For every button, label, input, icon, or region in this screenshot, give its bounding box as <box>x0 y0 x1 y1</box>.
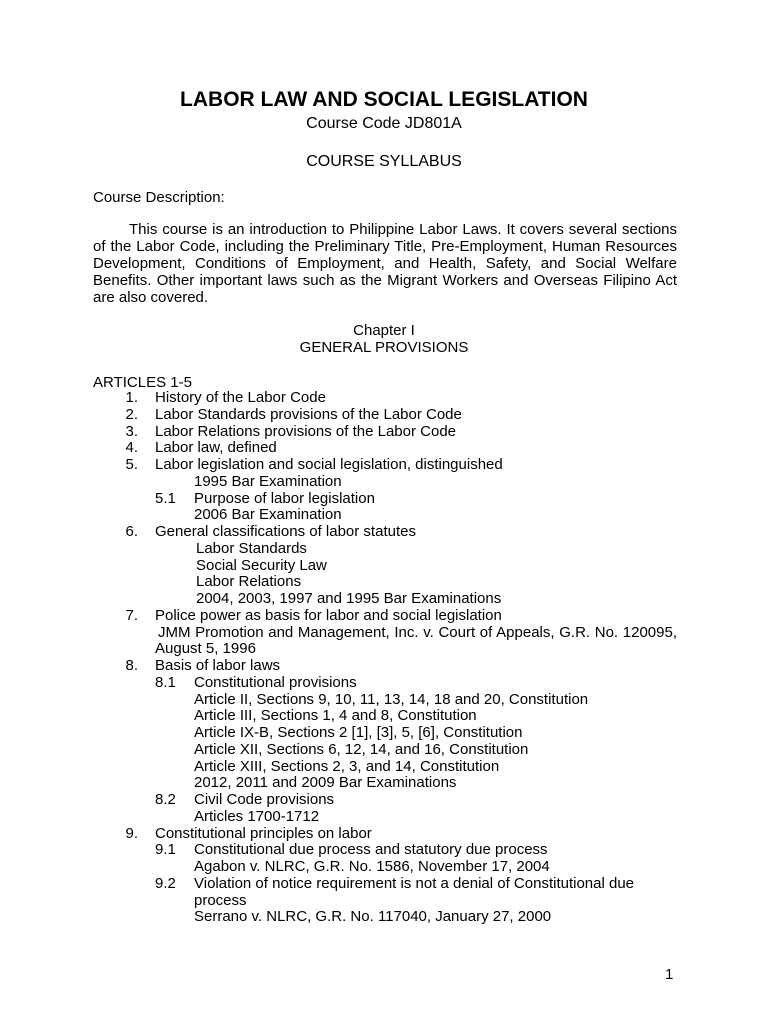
reference-text: Article III, Sections 1, 4 and 8, Constitution <box>194 707 477 725</box>
outline-subitem <box>0 876 768 910</box>
item-text: Police power as basis for labor and social legislation <box>155 606 502 624</box>
item-text: General classifications of labor statutes <box>155 523 416 540</box>
item-number: 8. <box>125 657 138 674</box>
outline-reference <box>0 474 768 491</box>
outline-reference <box>0 574 768 591</box>
outline-item <box>0 407 768 424</box>
reference-text: Article XII, Sections 6, 12, 14, and 16, Constitution <box>194 740 529 758</box>
document-title: LABOR LAW AND SOCIAL LEGISLATION <box>180 88 588 111</box>
articles-heading: ARTICLES 1-5 <box>93 374 192 391</box>
item-text: Labor legislation and social legislation, distinguished <box>155 456 503 473</box>
outline-reference <box>0 625 768 659</box>
outline-reference <box>0 759 768 776</box>
outline-subitem <box>0 491 768 508</box>
outline-item <box>0 608 768 625</box>
outline-reference <box>0 692 768 709</box>
outline-reference <box>0 909 768 926</box>
item-number: 3. <box>125 422 138 440</box>
item-text: Labor law, defined <box>155 439 277 457</box>
outline-subitem <box>0 675 768 692</box>
reference-text: Article IX-B, Sections 2 [1], [3], 5, [6], Constitution <box>194 724 523 741</box>
syllabus-heading: COURSE SYLLABUS <box>306 153 462 170</box>
item-number: 2. <box>125 405 138 423</box>
outline-reference <box>0 742 768 759</box>
subitem-number: 8.1 <box>155 673 176 691</box>
page-number: 1 <box>665 966 674 983</box>
case-citation: JMM Promotion and Management, Inc. v. Court of Appeals, G.R. No. 120095, August 5, 1996 <box>155 623 677 658</box>
outline-subitem <box>0 792 768 809</box>
reference-text: Social Security Law <box>196 556 327 574</box>
course-description: This course is an introduction to Philippine Labor Laws. It covers several sections of the Labor Code, including the Preliminary Title, Pre-Employment, Human Resources Development, Conditions of Employment, and Health, Safety, and Social Welfare Benefits. Other important laws such as the Migrant Workers and Overseas Filipino Act are also covered. <box>93 221 677 306</box>
outline-reference <box>0 775 768 792</box>
description-label: Course Description: <box>93 189 225 206</box>
subitem-number: 8.2 <box>155 791 176 808</box>
item-number: 6. <box>125 523 138 540</box>
chapter-title: GENERAL PROVISIONS <box>299 339 469 356</box>
outline-reference <box>0 859 768 876</box>
syllabus-outline <box>0 390 768 926</box>
outline-reference <box>0 809 768 826</box>
subitem-text: Constitutional provisions <box>194 673 357 691</box>
outline-item <box>0 658 768 675</box>
item-number: 7. <box>125 606 138 624</box>
reference-text: Labor Relations <box>196 573 302 591</box>
outline-item <box>0 826 768 843</box>
item-text: Labor Relations provisions of the Labor Code <box>155 422 457 440</box>
outline-reference <box>0 708 768 725</box>
reference-text: 2006 Bar Examination <box>194 506 342 524</box>
outline-item <box>0 424 768 441</box>
reference-text: Serrano v. NLRC, G.R. No. 117040, January 27, 2000 <box>194 908 552 926</box>
item-number: 4. <box>125 439 138 457</box>
item-number: 5. <box>125 456 138 473</box>
outline-reference <box>0 558 768 575</box>
item-text: Labor Standards provisions of the Labor Code <box>155 405 462 423</box>
item-text: Basis of labor laws <box>155 657 281 674</box>
reference-text: Article XIII, Sections 2, 3, and 14, Constitution <box>194 757 500 775</box>
item-text: Constitutional principles on labor <box>155 824 372 842</box>
outline-reference <box>0 541 768 558</box>
subitem-number: 5.1 <box>155 489 176 507</box>
outline-subitem <box>0 842 768 859</box>
reference-text: Labor Standards <box>196 539 307 557</box>
reference-text: Article II, Sections 9, 10, 11, 13, 14, 18 and 20, Constitution <box>194 690 589 708</box>
reference-text: 2004, 2003, 1997 and 1995 Bar Examinations <box>196 590 502 607</box>
subitem-number: 9.2 <box>155 874 176 892</box>
item-text: History of the Labor Code <box>155 389 326 406</box>
reference-text: Articles 1700-1712 <box>194 807 320 825</box>
outline-reference <box>0 591 768 608</box>
outline-reference <box>0 507 768 524</box>
reference-text: 1995 Bar Examination <box>194 472 342 490</box>
subitem-text: Violation of notice requirement is not a denial of Constitutional due process <box>194 874 635 909</box>
course-code: Course Code JD801A <box>306 115 462 132</box>
subitem-text: Civil Code provisions <box>194 791 335 808</box>
item-number: 1. <box>125 389 138 406</box>
subitem-number: 9.1 <box>155 841 176 859</box>
outline-reference <box>0 725 768 742</box>
chapter-number: Chapter I <box>353 322 415 339</box>
outline-item <box>0 390 768 407</box>
outline-item <box>0 440 768 457</box>
reference-text: 2012, 2011 and 2009 Bar Examinations <box>194 774 457 792</box>
outline-item <box>0 457 768 474</box>
subitem-text: Purpose of labor legislation <box>194 489 375 507</box>
item-number: 9. <box>125 824 138 842</box>
outline-item <box>0 524 768 541</box>
reference-text: Agabon v. NLRC, G.R. No. 1586, November 17, 2004 <box>194 858 550 875</box>
subitem-text: Constitutional due process and statutory due process <box>194 841 548 859</box>
